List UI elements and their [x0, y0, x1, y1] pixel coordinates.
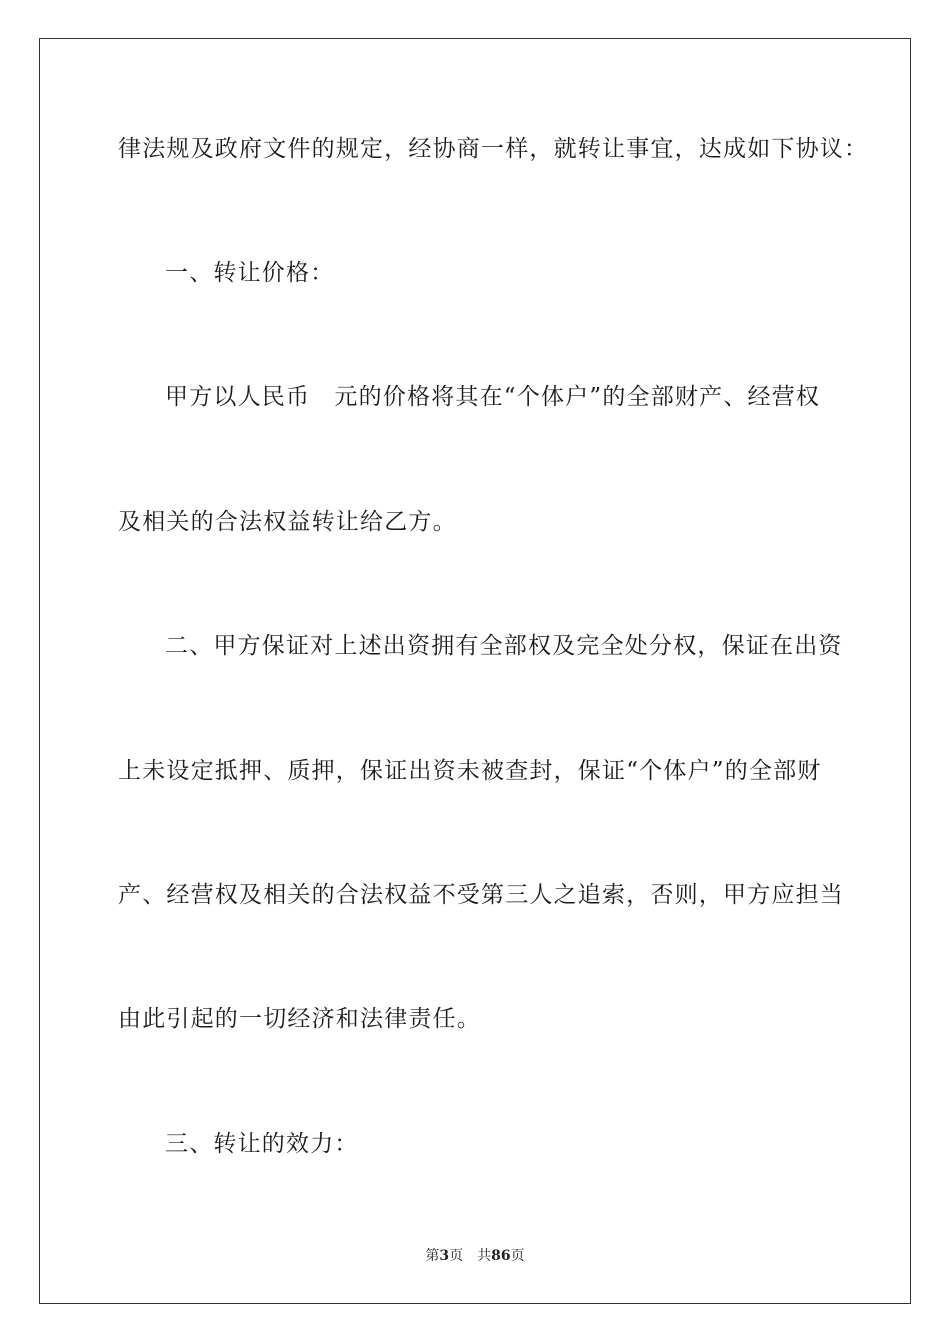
page-footer — [0, 1246, 950, 1266]
body-text-line-7: 产、经营权及相关的合法权益不受第三人之追索，否则，甲方应担当 — [118, 882, 844, 908]
body-text-line-3: 甲方以人民币 元的价格将其在“个体户”的全部财产、经营权 — [165, 384, 821, 410]
total-suffix: 页 — [510, 1248, 525, 1264]
section-heading-price: 一、转让价格： — [165, 260, 335, 286]
body-text-line-1: 律法规及政府文件的规定，经协商一样，就转让事宜，达成如下协议： — [118, 136, 869, 162]
total-pages: 86 — [491, 1248, 511, 1264]
page-suffix: 页 — [449, 1248, 464, 1264]
body-text-line-5: 二、甲方保证对上述出资拥有全部权及完全处分权，保证在出资 — [165, 633, 843, 659]
total-prefix: 共 — [477, 1248, 492, 1264]
section-heading-effect: 三、转让的效力： — [165, 1131, 359, 1157]
body-text-line-8: 由此引起的一切经济和法律责任。 — [118, 1006, 481, 1032]
page-number: 3 — [439, 1248, 450, 1264]
page-prefix: 第 — [425, 1248, 440, 1264]
body-text-line-4: 及相关的合法权益转让给乙方。 — [118, 509, 457, 535]
page-border — [39, 38, 911, 1304]
body-text-line-6: 上未设定抵押、质押，保证出资未被查封，保证“个体户”的全部财 — [118, 758, 822, 784]
